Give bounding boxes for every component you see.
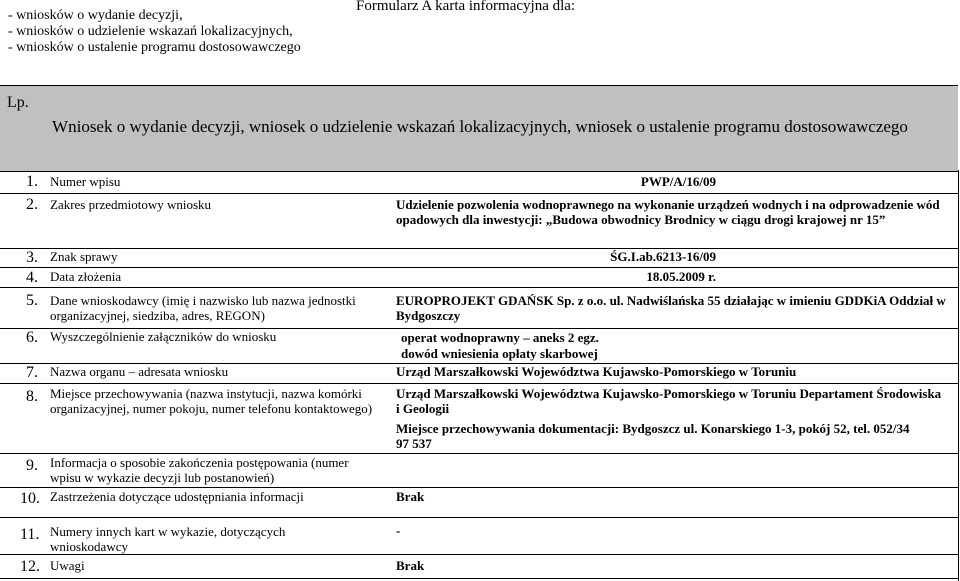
row-number: 4. [26, 269, 38, 286]
row-divider [0, 487, 958, 488]
row-value-znak-sprawy: ŚG.I.ab.6213-16/09 [610, 249, 716, 264]
row-number: 12. [20, 558, 40, 575]
row-label-zalaczniki: Wyszczególnienie załączników do wniosku [50, 329, 277, 344]
row-value-zalaczniki: operat wodnoprawny – aneks 2 egz. [401, 330, 599, 345]
row-number: 7. [26, 364, 38, 381]
row-value-numer-wpisu: PWP/A/16/09 [640, 174, 716, 189]
row-label-zastrzezenia: Zastrzeżenia dotyczące udostępniania informacji [50, 489, 304, 504]
row-number: 10. [20, 490, 40, 507]
header-title: Wniosek o wydanie decyzji, wniosek o udzielenie wskazań lokalizacyjnych, wniosek o ustalenie programu dostosowawczego [52, 117, 908, 136]
row-number: 1. [26, 173, 38, 190]
row-value-numery-kart: - [396, 523, 401, 538]
row-number: 5. [26, 292, 38, 309]
row-number: 11. [20, 526, 40, 543]
row-label-sposob-zakonczenia: Informacja o sposobie zakończenia postępowania (numer wpisu w wykazie decyzji lub postanowień) [50, 455, 349, 485]
row-divider [0, 517, 958, 518]
row-number: 9. [26, 457, 38, 474]
row-value-uwagi: Brak [396, 558, 425, 573]
row-value-dane-wnioskodawcy: EUROPROJEKT GDAŃSK Sp. z o.o. ul. Nadwiślańska 55 działając w imieniu GDDKiA Oddział w Bydgoszczy [396, 293, 946, 323]
row-value-zalaczniki-2: dowód wniesienia opłaty skarbowej [401, 346, 598, 361]
row-label-znak-sprawy: Znak sprawy [50, 249, 118, 264]
row-value-zastrzezenia: Brak [396, 489, 425, 504]
row-number: 8. [26, 388, 38, 405]
row-number: 6. [26, 329, 38, 346]
row-number: 3. [26, 249, 38, 266]
row-label-nazwa-organu: Nazwa organu – adresata wniosku [50, 364, 229, 379]
row-label-zakres: Zakres przedmiotowy wniosku [50, 197, 212, 212]
row-label-data-zlozenia: Data złożenia [50, 269, 122, 284]
row-value-zakres: Udzielenie pozwolenia wodnoprawnego na wykonanie urządzeń wodnych i na odprowadzenie wód opadowych dla inwestycji: „Budowa obwodnicy Brodnicy w ciągu drogi krajowej nr 15” [396, 197, 940, 227]
row-divider [0, 287, 958, 288]
intro-item: - wniosków o wydanie decyzji, [8, 8, 183, 23]
row-value-data-zlozenia: 18.05.2009 r. [646, 269, 716, 284]
row-divider [0, 383, 958, 384]
lp-header: Lp. [7, 94, 29, 111]
form-title: Formularz A karta informacyjna dla: [356, 0, 576, 14]
row-label-miejsce-przechowywania: Miejsce przechowywania (nazwa instytucji, nazwa komórki organizacyjnej, numer pokoju, numer telefonu kontaktowego) [50, 386, 373, 416]
row-divider [0, 453, 958, 454]
table-header [0, 85, 958, 172]
intro-item: - wniosków o udzielenie wskazań lokalizacyjnych, [8, 24, 293, 39]
table-border-right [958, 170, 959, 581]
row-divider [0, 578, 958, 579]
intro-list [8, 8, 301, 56]
row-divider [0, 267, 958, 268]
intro-item: - wniosków o ustalenie programu dostosowawczego [8, 40, 301, 55]
row-number: 2. [26, 196, 38, 213]
row-label-numer-wpisu: Numer wpisu [50, 174, 121, 189]
row-divider [0, 554, 958, 555]
row-value-nazwa-organu: Urząd Marszałkowski Województwa Kujawsko-Pomorskiego w Toruniu [396, 364, 797, 379]
row-label-uwagi: Uwagi [50, 558, 85, 573]
row-value-miejsce-przechowywania-2: Miejsce przechowywania dokumentacji: Bydgoszcz ul. Konarskiego 1-3, pokój 52, tel. 052/34 97 537 [396, 421, 910, 451]
row-label-numery-kart: Numery innych kart w wykazie, dotyczących wnioskodawcy [50, 524, 286, 554]
row-value-miejsce-przechowywania: Urząd Marszałkowski Województwa Kujawsko-Pomorskiego w Toruniu Departament Środowiska i Geologii [396, 386, 942, 416]
row-divider [0, 193, 958, 194]
row-label-dane-wnioskodawcy: Dane wnioskodawcy (imię i nazwisko lub nazwa jednostki organizacyjnej, siedziba, adres, REGON) [50, 293, 356, 323]
